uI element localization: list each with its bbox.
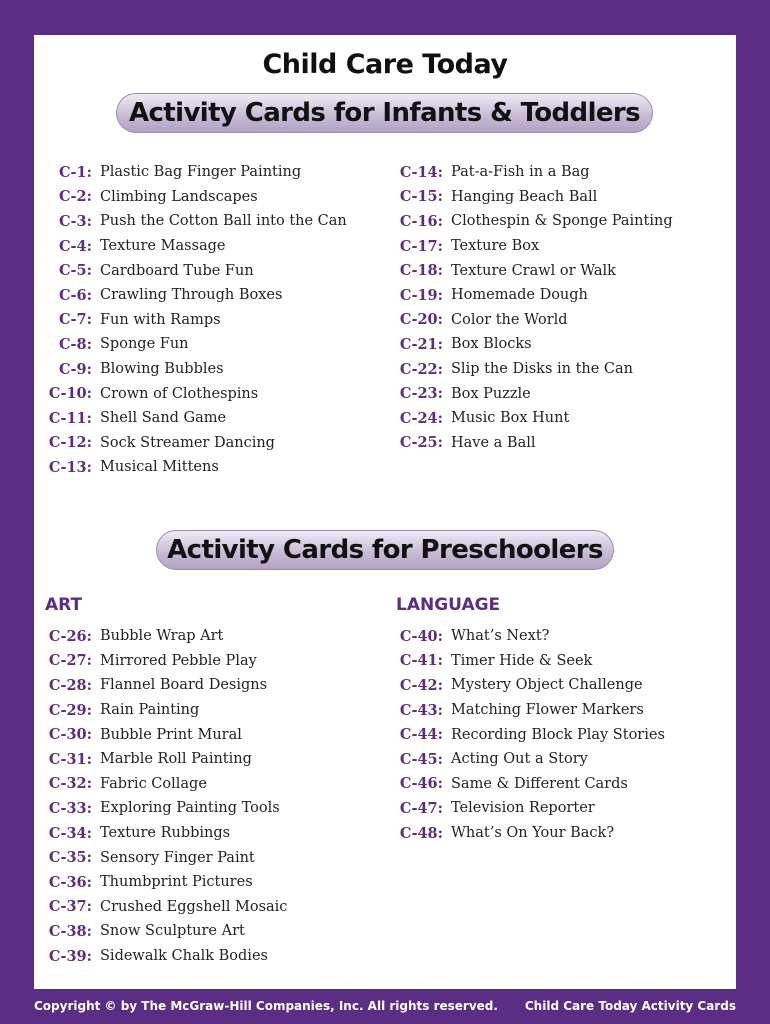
card-title: Sidewalk Chalk Bodies — [100, 948, 268, 965]
card-code: C-11: — [48, 409, 92, 427]
card-code: C-46: — [399, 775, 443, 793]
card-code: C-35: — [48, 849, 92, 867]
card-title: Sensory Finger Paint — [100, 849, 255, 866]
card-title: Acting Out a Story — [451, 751, 588, 768]
card-title: Same & Different Cards — [451, 775, 628, 792]
card-title: Color the World — [451, 311, 568, 328]
card-code: C-32: — [48, 775, 92, 793]
list-item — [395, 821, 665, 846]
language-heading: LANGUAGE — [396, 595, 501, 615]
card-title: Matching Flower Markers — [451, 702, 644, 719]
card-code: C-22: — [399, 360, 443, 378]
card-title: Crawling Through Boxes — [100, 287, 283, 304]
card-title: Bubble Wrap Art — [100, 628, 224, 645]
card-code: C-29: — [48, 701, 92, 719]
card-title: Box Puzzle — [451, 385, 531, 402]
card-title: Texture Massage — [100, 238, 226, 255]
infants-section-heading: Activity Cards for Infants & Toddlers — [116, 93, 653, 133]
list-item — [44, 283, 347, 308]
card-code: C-34: — [48, 824, 92, 842]
card-title: Pat-a-Fish in a Bag — [451, 164, 590, 181]
list-item — [395, 772, 665, 797]
card-code: C-10: — [48, 385, 92, 403]
card-title: Plastic Bag Finger Painting — [100, 164, 302, 181]
list-item — [44, 673, 287, 698]
card-code: C-5: — [58, 262, 92, 280]
card-code: C-14: — [399, 163, 443, 181]
list-item — [44, 870, 287, 895]
list-item — [395, 747, 665, 772]
card-code: C-6: — [58, 286, 92, 304]
list-item — [44, 234, 347, 259]
card-title: Mystery Object Challenge — [451, 677, 643, 694]
card-code: C-33: — [48, 799, 92, 817]
list-item — [44, 406, 347, 431]
card-code: C-48: — [399, 824, 443, 842]
list-item — [395, 624, 665, 649]
card-title: Texture Crawl or Walk — [451, 262, 616, 279]
card-title: Snow Sculpture Art — [100, 923, 245, 940]
card-code: C-44: — [399, 726, 443, 744]
list-item — [44, 209, 347, 234]
card-title: Homemade Dough — [451, 287, 588, 304]
preschool-section-heading: Activity Cards for Preschoolers — [156, 530, 614, 570]
list-item — [44, 845, 287, 870]
card-title: Hanging Beach Ball — [451, 188, 598, 205]
card-title: Thumbprint Pictures — [100, 874, 253, 891]
card-code: C-4: — [58, 237, 92, 255]
card-code: C-21: — [399, 335, 443, 353]
card-code: C-39: — [48, 947, 92, 965]
list-item — [44, 431, 347, 456]
page — [34, 35, 736, 989]
infants-list-left — [44, 160, 347, 480]
card-code: C-1: — [58, 163, 92, 181]
list-item — [395, 308, 673, 333]
list-item — [44, 160, 347, 185]
list-item — [395, 406, 673, 431]
list-item — [395, 185, 673, 210]
series-name: Child Care Today Activity Cards — [524, 999, 736, 1013]
card-code: C-3: — [58, 212, 92, 230]
language-list — [395, 624, 665, 845]
list-item — [44, 919, 287, 944]
card-code: C-42: — [399, 676, 443, 694]
card-code: C-17: — [399, 237, 443, 255]
card-code: C-20: — [399, 311, 443, 329]
card-title: Cardboard Tube Fun — [100, 262, 254, 279]
card-code: C-30: — [48, 726, 92, 744]
art-list — [44, 624, 287, 968]
list-item — [44, 772, 287, 797]
card-title: Shell Sand Game — [100, 410, 227, 427]
list-item — [395, 796, 665, 821]
card-title: Have a Ball — [451, 434, 536, 451]
list-item — [44, 796, 287, 821]
list-item — [395, 258, 673, 283]
card-title: What’s On Your Back? — [451, 825, 615, 842]
card-title: Box Blocks — [451, 336, 532, 353]
infants-list-right — [395, 160, 673, 455]
card-code: C-12: — [48, 434, 92, 452]
card-code: C-25: — [399, 434, 443, 452]
card-title: Mirrored Pebble Play — [100, 652, 257, 669]
card-title: Music Box Hunt — [451, 410, 570, 427]
card-title: Flannel Board Designs — [100, 677, 268, 694]
card-title: Marble Roll Painting — [100, 751, 252, 768]
list-item — [44, 357, 347, 382]
card-title: Slip the Disks in the Can — [451, 361, 634, 378]
card-code: C-41: — [399, 652, 443, 670]
card-title: Sponge Fun — [100, 336, 189, 353]
card-code: C-24: — [399, 409, 443, 427]
card-code: C-40: — [399, 627, 443, 645]
card-code: C-47: — [399, 799, 443, 817]
card-code: C-43: — [399, 701, 443, 719]
card-code: C-7: — [58, 311, 92, 329]
list-item — [395, 381, 673, 406]
list-item — [44, 624, 287, 649]
card-code: C-26: — [48, 627, 92, 645]
list-item — [44, 944, 287, 969]
list-item — [395, 722, 665, 747]
card-title: Push the Cotton Ball into the Can — [100, 213, 347, 230]
card-title: Clothespin & Sponge Painting — [451, 213, 673, 230]
card-title: Texture Rubbings — [100, 825, 231, 842]
list-item — [44, 722, 287, 747]
list-item — [395, 357, 673, 382]
list-item — [44, 649, 287, 674]
list-item — [395, 698, 665, 723]
art-heading: ART — [45, 595, 83, 615]
list-item — [395, 283, 673, 308]
card-title: Rain Painting — [100, 702, 200, 719]
card-code: C-13: — [48, 458, 92, 476]
card-title: Crown of Clothespins — [100, 385, 259, 402]
card-code: C-8: — [58, 335, 92, 353]
card-code: C-27: — [48, 652, 92, 670]
list-item — [395, 332, 673, 357]
card-title: Fun with Ramps — [100, 311, 221, 328]
list-item — [44, 698, 287, 723]
card-code: C-45: — [399, 750, 443, 768]
list-item — [44, 381, 347, 406]
card-code: C-19: — [399, 286, 443, 304]
card-title: Blowing Bubbles — [100, 361, 224, 378]
card-title: Sock Streamer Dancing — [100, 434, 275, 451]
card-title: Crushed Eggshell Mosaic — [100, 898, 288, 915]
page-title: Child Care Today — [262, 49, 508, 80]
card-title: Musical Mittens — [100, 459, 219, 476]
card-title: Recording Block Play Stories — [451, 726, 665, 743]
list-item — [395, 673, 665, 698]
list-item — [395, 431, 673, 456]
list-item — [44, 308, 347, 333]
card-code: C-23: — [399, 385, 443, 403]
list-item — [395, 649, 665, 674]
card-code: C-9: — [58, 360, 92, 378]
card-code: C-31: — [48, 750, 92, 768]
card-code: C-18: — [399, 262, 443, 280]
card-code: C-16: — [399, 212, 443, 230]
copyright-notice: Copyright © by The McGraw-Hill Companies, Inc. All rights reserved. — [34, 999, 498, 1013]
card-title: Exploring Painting Tools — [100, 800, 280, 817]
card-code: C-38: — [48, 922, 92, 940]
list-item — [395, 209, 673, 234]
list-item — [44, 258, 347, 283]
list-item — [44, 747, 287, 772]
list-item — [395, 234, 673, 259]
list-item — [395, 160, 673, 185]
card-code: C-37: — [48, 898, 92, 916]
card-title: Texture Box — [451, 238, 540, 255]
list-item — [44, 455, 347, 480]
card-title: Climbing Landscapes — [100, 188, 258, 205]
list-item — [44, 895, 287, 920]
card-title: Timer Hide & Seek — [451, 652, 593, 669]
list-item — [44, 185, 347, 210]
list-item — [44, 332, 347, 357]
card-title: Television Reporter — [451, 800, 595, 817]
list-item — [44, 821, 287, 846]
card-title: What’s Next? — [451, 628, 550, 645]
card-title: Bubble Print Mural — [100, 726, 242, 743]
card-code: C-2: — [58, 188, 92, 206]
card-code: C-36: — [48, 873, 92, 891]
card-code: C-15: — [399, 188, 443, 206]
card-code: C-28: — [48, 676, 92, 694]
card-title: Fabric Collage — [100, 775, 207, 792]
